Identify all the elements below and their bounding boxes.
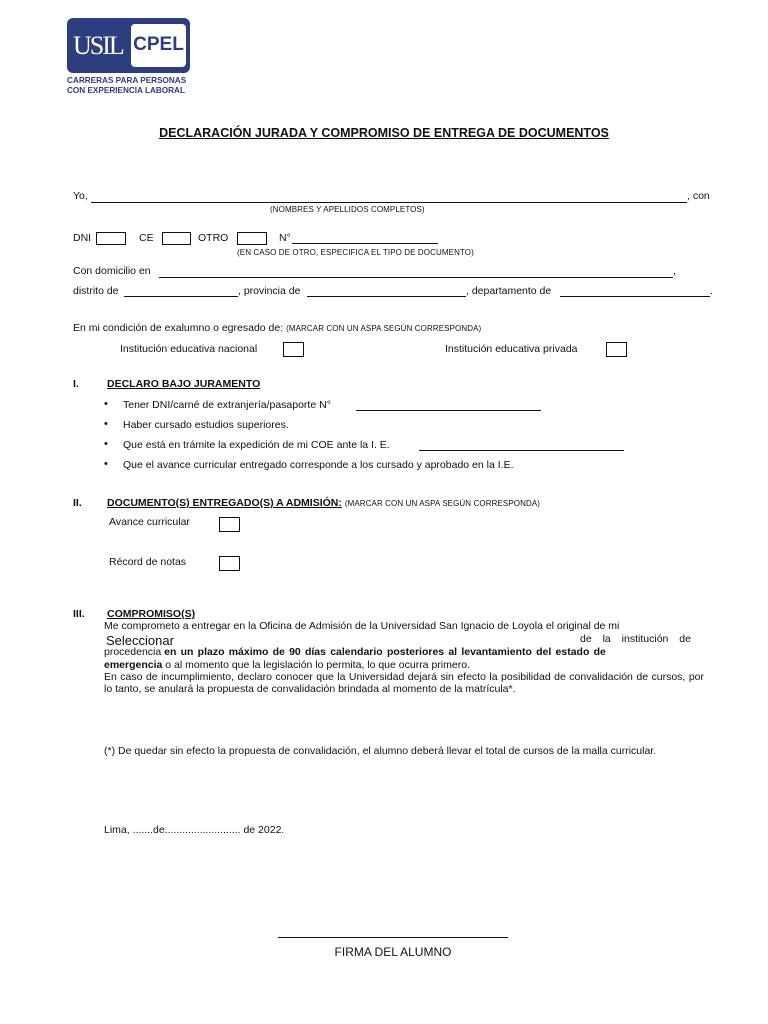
record-label: Récord de notas — [109, 556, 187, 568]
privada-label: Institución educativa privada — [445, 343, 578, 355]
section-2-heading: DOCUMENTO(S) ENTREGADO(S) A ADMISIÓN: — [107, 497, 342, 509]
cpel-logo-text: CPEL — [133, 34, 184, 55]
doc-number-label: N° — [279, 232, 291, 244]
section-2-number: II. — [73, 497, 82, 509]
condition-text: En mi condición de exalumno o egresado de: — [73, 322, 284, 334]
commitment-line-1: Me comprometo a entregar en la Oficina de Admisión de la Universidad San Ignacio de Loyola el original de mi — [104, 620, 620, 632]
otro-checkbox[interactable] — [237, 232, 267, 245]
domicilio-field[interactable] — [159, 277, 673, 278]
domicilio-comma: , — [673, 265, 676, 277]
record-checkbox[interactable] — [219, 556, 240, 571]
commitment-line-3 — [104, 646, 606, 658]
footnote: (*) De quedar sin efecto la propuesta de convalidación, el alumno deberá llevar el total de cursos de la malla curricular. — [104, 745, 657, 757]
tagline-line-1: CARRERAS PARA PERSONAS — [67, 76, 187, 85]
document-title: DECLARACIÓN JURADA Y COMPROMISO DE ENTREGA DE DOCUMENTOS — [159, 126, 609, 140]
condition-hint: (MARCAR CON UN ASPA SEGÚN CORRESPONDA) — [286, 324, 482, 333]
legislation-text: o al momento que la legislación lo permita, lo que ocurra primero. — [165, 659, 470, 671]
privada-checkbox[interactable] — [606, 342, 627, 357]
condition-label — [73, 322, 481, 334]
usil-cpel-logo — [67, 18, 190, 73]
provincia-label: , provincia de — [238, 285, 301, 297]
names-field[interactable] — [91, 202, 687, 203]
domicilio-label: Con domicilio en — [73, 265, 151, 277]
section-3-number: III. — [73, 608, 85, 620]
bullet-4-text: Que el avance curricular entregado corresponde a los cursado y aprobado en la I.E. — [123, 459, 514, 471]
procedencia-text: procedencia — [104, 646, 162, 658]
id-number-field[interactable] — [356, 410, 541, 411]
nacional-checkbox[interactable] — [283, 342, 304, 357]
bullet-marker-1: • — [104, 398, 108, 410]
dni-checkbox[interactable] — [96, 232, 126, 245]
document-type-select[interactable]: Seleccionar — [106, 633, 174, 648]
coe-institution-field[interactable] — [419, 450, 624, 451]
bullet-marker-2: • — [104, 418, 108, 430]
nacional-label: Institución educativa nacional — [120, 343, 258, 355]
avance-checkbox[interactable] — [219, 517, 240, 532]
emergencia-text: emergencia — [104, 659, 163, 671]
bullet-2-text: Haber cursado estudios superiores. — [123, 419, 289, 431]
ce-label: CE — [139, 232, 154, 244]
departamento-period: . — [710, 285, 713, 297]
commitment-line-5: En caso de incumplimiento, declaro conocer que la Universidad dejará sin efecto la posibilidad de convalidación de cursos, por lo tanto, se anulará la propuesta de convalidación brindada al momento de la matrícula*. — [104, 671, 704, 696]
deadline-text: en un plazo máximo de 90 días calendario posteriores al levantamiento del estado de — [164, 646, 606, 658]
section-1-number: I. — [73, 378, 79, 390]
commitment-line-2: de la institución de — [580, 633, 691, 645]
distrito-field[interactable] — [124, 296, 238, 297]
dni-label: DNI — [73, 232, 92, 244]
bullet-marker-4: • — [104, 458, 108, 470]
names-hint: (NOMBRES Y APELLIDOS COMPLETOS) — [270, 205, 425, 214]
logo-tagline — [67, 76, 186, 96]
signature-line[interactable] — [278, 937, 508, 938]
section-2-heading-row — [107, 497, 540, 509]
provincia-field[interactable] — [307, 296, 466, 297]
date-line: Lima, .......de.......................... de 2022. — [104, 824, 285, 836]
departamento-label: , departamento de — [466, 285, 552, 297]
tagline-line-2: CON EXPERIENCIA LABORAL — [67, 86, 185, 95]
yo-label: Yo, — [73, 190, 88, 202]
otro-label: OTRO — [198, 232, 229, 244]
cpel-logo-box — [131, 24, 186, 67]
distrito-label: distrito de — [73, 285, 119, 297]
section-2-hint: (MARCAR CON UN ASPA SEGÚN CORRESPONDA) — [344, 499, 541, 508]
signature-label: FIRMA DEL ALUMNO — [334, 945, 452, 959]
commitment-line-4 — [104, 659, 470, 671]
section-3-heading: COMPROMISO(S) — [107, 608, 196, 620]
con-label: , con — [687, 190, 710, 202]
usil-logo-text: USIL — [73, 31, 123, 60]
departamento-field[interactable] — [560, 296, 710, 297]
bullet-3-text: Que está en trámite la expedición de mi COE ante la I. E. — [123, 439, 390, 451]
bullet-1-text: Tener DNI/carné de extranjería/pasaporte N° — [123, 399, 331, 411]
doc-number-field[interactable] — [292, 243, 438, 244]
ce-checkbox[interactable] — [162, 232, 191, 245]
otro-hint: (EN CASO DE OTRO, ESPECIFICA EL TIPO DE DOCUMENTO) — [237, 248, 474, 257]
bullet-marker-3: • — [104, 438, 108, 450]
avance-label: Avance curricular — [109, 516, 190, 528]
section-1-heading: DECLARO BAJO JURAMENTO — [107, 378, 261, 390]
